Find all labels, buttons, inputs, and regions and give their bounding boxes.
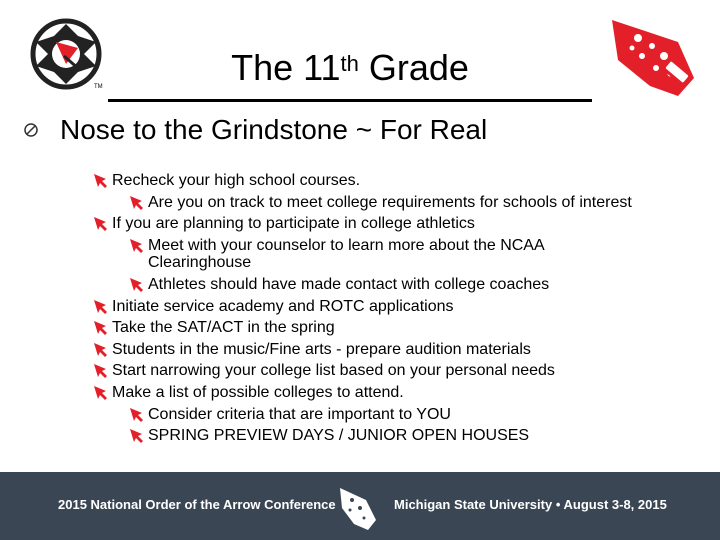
- red-arrow-bullet-icon: [94, 386, 108, 400]
- footer-conference-name: 2015 National Order of the Arrow Conference: [58, 497, 336, 512]
- slide-title: [110, 46, 590, 90]
- list-item: Athletes should have made contact with college coaches: [92, 274, 712, 296]
- list-item: Make a list of possible colleges to attend.: [92, 382, 712, 404]
- list-item: SPRING PREVIEW DAYS / JUNIOR OPEN HOUSES: [92, 425, 712, 447]
- oa-logo-left: [30, 18, 106, 94]
- oa-arrowhead-logo: [608, 16, 702, 106]
- list-item: Students in the music/Fine arts - prepare audition materials: [92, 339, 712, 361]
- slide-heading: Nose to the Grindstone ~ For Real: [60, 114, 488, 145]
- list-item: Meet with your counselor to learn more about the NCAA: [92, 235, 712, 257]
- red-arrow-bullet-icon: [94, 174, 108, 188]
- red-arrow-bullet-icon: [94, 321, 108, 335]
- list-item: Consider criteria that are important to YOU: [92, 404, 712, 426]
- title-main: The 11: [231, 47, 341, 88]
- red-arrow-bullet-icon: [130, 408, 144, 422]
- list-item: Recheck your high school courses.: [92, 170, 712, 192]
- arrowhead-icon: [608, 16, 702, 106]
- red-arrow-bullet-icon: [94, 364, 108, 378]
- list-item: Initiate service academy and ROTC applications: [92, 296, 712, 318]
- list-item: Start narrowing your college list based on your personal needs: [92, 360, 712, 382]
- red-arrow-bullet-icon: [130, 196, 144, 210]
- bullet-list: [92, 170, 712, 447]
- red-arrow-bullet-icon: [130, 239, 144, 253]
- title-end: Grade: [358, 47, 469, 88]
- list-item-continuation: Clearinghouse: [148, 254, 252, 272]
- red-arrow-bullet-icon: [130, 278, 144, 292]
- red-arrow-bullet-icon: [94, 343, 108, 357]
- red-arrow-bullet-icon: [130, 429, 144, 443]
- trademark-mark: TM: [94, 84, 103, 90]
- heading-bullet-icon: [24, 123, 38, 137]
- list-item: Are you on track to meet college requirements for schools of interest: [92, 192, 712, 214]
- list-item: If you are planning to participate in college athletics: [92, 213, 712, 235]
- footer-venue-dates: Michigan State University • August 3-8, 2015: [394, 497, 667, 512]
- title-underline: [108, 99, 592, 102]
- red-arrow-bullet-icon: [94, 217, 108, 231]
- title-superscript: th: [340, 51, 359, 76]
- footer-banner: [0, 472, 720, 540]
- footer-arrowhead-icon: [336, 486, 382, 532]
- oa-wheel-icon: [30, 18, 106, 94]
- list-item: Take the SAT/ACT in the spring: [92, 317, 712, 339]
- red-arrow-bullet-icon: [94, 300, 108, 314]
